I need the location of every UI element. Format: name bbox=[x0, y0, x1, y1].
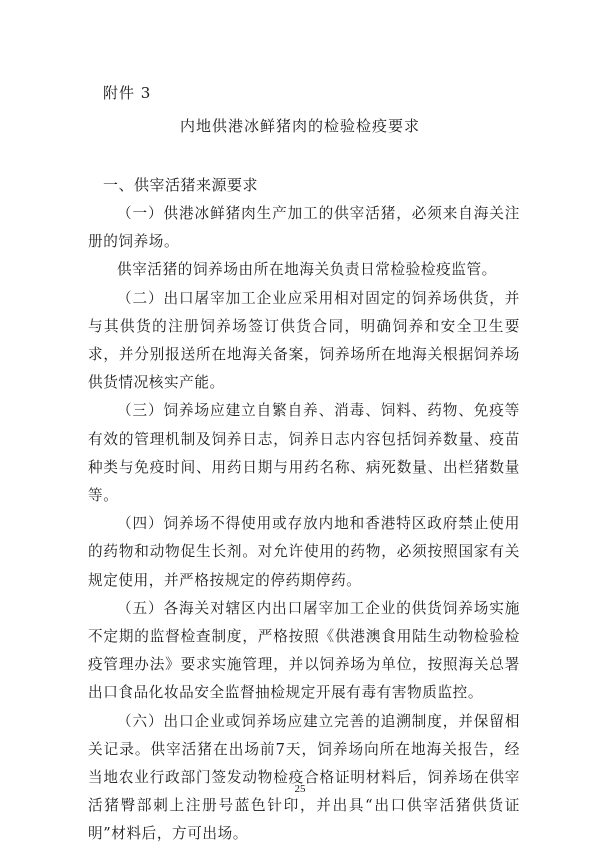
document-body bbox=[88, 200, 520, 849]
paragraph-6: （五）各海关对辖区内出口屠宰加工企业的供货饲养场实施不定期的监督检查制度，严格按照《供港澳食用陆生动物检验检疫管理办法》要求实施管理，并以饲养场为单位，按照海关总署出口食品化妆品安全监督抽检规定开展有毒有害物质监控。 bbox=[88, 599, 520, 702]
section-heading: 一、供宰活猪来源要求 bbox=[103, 176, 259, 194]
annex-label: 附件 3 bbox=[103, 84, 152, 102]
paragraph-7: （六）出口企业或饲养场应建立完善的追溯制度，并保留相关记录。供宰活猪在出场前7天，饲养场向所在地海关报告，经当地农业行政部门签发动物检疫合格证明材料后，饲养场在供宰活猪臀部刺上注册号蓝色针印，并出具“出口供宰活猪供货证明”材料后，方可出场。 bbox=[88, 712, 520, 843]
paragraph-3: （二）出口屠宰加工企业应采用相对固定的饲养场供货，并与其供货的注册饲养场签订供货合同，明确饲养和安全卫生要求，并分别报送所在地海关备案，饲养场所在地海关根据饲养场供货情况核实产能。 bbox=[88, 289, 520, 392]
paragraph-4: （三）饲养场应建立自繁自养、消毒、饲料、药物、免疫等有效的管理机制及饲养日志，饲养日志内容包括饲养数量、疫苗种类与免疫时间、用药日期与用药名称、病死数量、出栏猪数量等。 bbox=[88, 402, 520, 505]
page-number: 25 bbox=[294, 783, 306, 795]
document-title: 内地供港冰鲜猪肉的检验检疫要求 bbox=[179, 117, 420, 135]
paragraph-5: （四）饲养场不得使用或存放内地和香港特区政府禁止使用的药物和动物促生长剂。对允许使用的药物，必须按照国家有关规定使用，并严格按规定的停药期停药。 bbox=[88, 515, 520, 589]
paragraph-1: （一）供港冰鲜猪肉生产加工的供宰活猪，必须来自海关注册的饲养场。 bbox=[88, 205, 520, 251]
paragraph-2: 供宰活猪的饲养场由所在地海关负责日常检验检疫监管。 bbox=[117, 261, 497, 279]
